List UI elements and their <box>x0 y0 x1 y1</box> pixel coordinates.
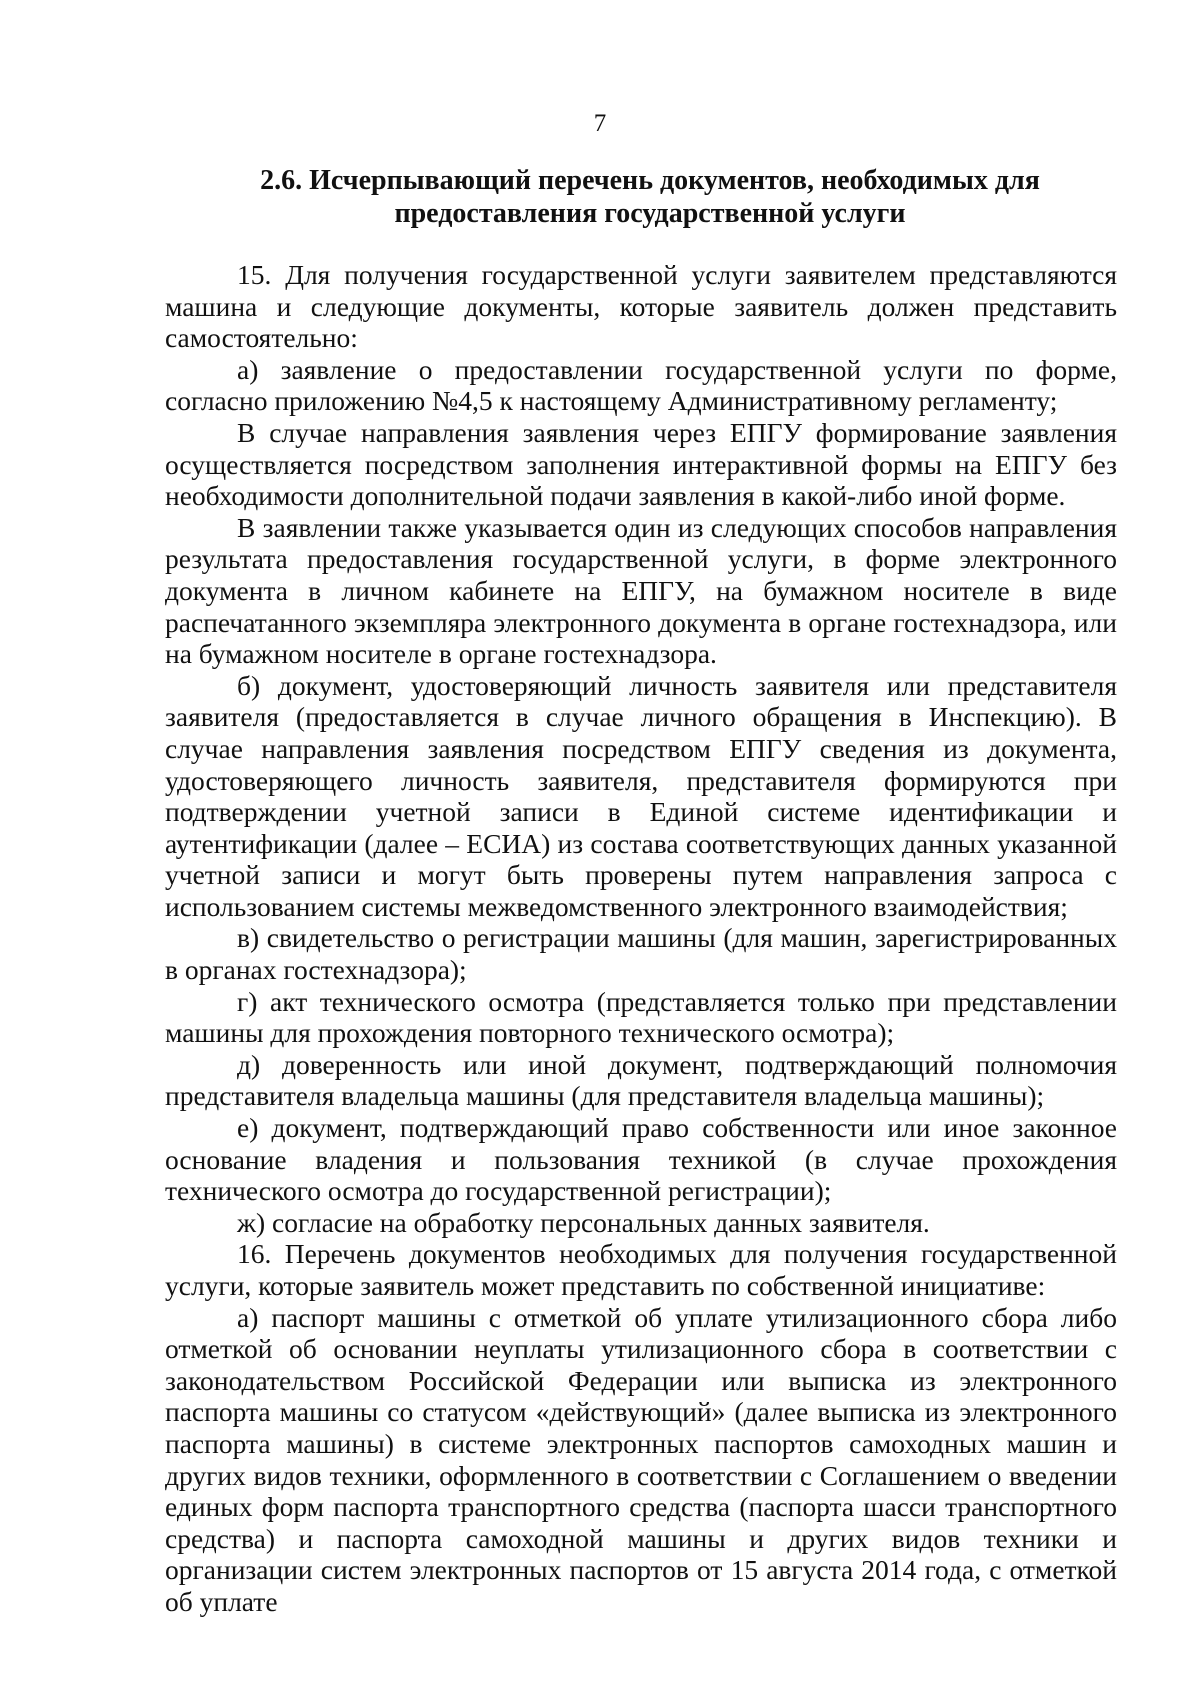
section-heading-line-2: предоставления государственной услуги <box>394 198 906 229</box>
paragraph-result-method: В заявлении также указывается один из следующих способов направления результата предоставления государственной услуги, в форме электронного документа в личном кабинете на ЕПГУ, на бумажном носителе в виде распечатанного экземпляра электронного документа в органе гостехнадзора, или на бумажном носителе в органе гостехнадзора. <box>165 511 1117 670</box>
page-number: 7 <box>593 110 607 137</box>
body-text <box>165 259 1117 1618</box>
paragraph-item-e-ownership-document: е) документ, подтверждающий право собственности или иное законное основание владения и пользования техникой (в случае прохождения технического осмотра до государственной регистрации); <box>165 1112 1117 1207</box>
paragraph-epgu-application: В случае направления заявления через ЕПГУ формирование заявления осуществляется посредством заполнения интерактивной формы на ЕПГУ без необходимости дополнительной подачи заявления в какой-либо иной форме. <box>165 416 1117 512</box>
paragraph-item-v-registration-certificate: в) свидетельство о регистрации машины (для машин, зарегистрированных в органах гостехнадзора); <box>165 922 1117 986</box>
paragraph-16-item-a-machine-passport: а) паспорт машины с отметкой об уплате утилизационного сбора либо отметкой об основании неуплаты утилизационного сбора в соответствии с законодательством Российской Федерации или выписка из электронного паспорта машины со статусом «действующий» (далее выписка из электронного паспорта машины) в системе электронных паспортов самоходных машин и других видов техники, оформленного в соответствии с Соглашением о введении единых форм паспорта транспортного средства (паспорта шасси транспортного средства) и паспорта самоходной машины и других видов техники и организации систем электронных паспортов от 15 августа 2014 года, с отметкой об уплате <box>165 1301 1117 1617</box>
paragraph-item-d-power-of-attorney: д) доверенность или иной документ, подтверждающий полномочия представителя владельца машины (для представителя владельца машины); <box>165 1048 1117 1112</box>
section-heading-line-1: 2.6. Исчерпывающий перечень документов, необходимых для <box>260 165 1040 196</box>
paragraph-16-intro: 16. Перечень документов необходимых для получения государственной услуги, которые заявитель может представить по собственной инициативе: <box>165 1238 1117 1301</box>
paragraph-item-a-application: а) заявление о предоставлении государственной услуги по форме, согласно приложению №4,5 к настоящему Административному регламенту; <box>165 353 1117 417</box>
paragraph-item-zh-personal-data-consent: ж) согласие на обработку персональных данных заявителя. <box>237 1206 930 1238</box>
paragraph-item-b-identity-document: б) документ, удостоверяющий личность заявителя или представителя заявителя (предоставляется в случае личного обращения в Инспекцию). В случае направления заявления посредством ЕПГУ сведения из документа, удостоверяющего личность заявителя, представителя формируются при подтверждении учетной записи в Единой системе идентификации и аутентификации (далее – ЕСИА) из состава соответствующих данных указанной учетной записи и могут быть проверены путем направления запроса с использованием системы межведомственного электронного взаимодействия; <box>165 669 1117 922</box>
paragraph-item-g-inspection-act: г) акт технического осмотра (представляется только при представлении машины для прохождения повторного технического осмотра); <box>165 985 1117 1049</box>
paragraph-15-intro: 15. Для получения государственной услуги заявителем представляются машина и следующие документы, которые заявитель должен представить самостоятельно: <box>165 259 1117 354</box>
section-heading <box>150 164 1150 230</box>
